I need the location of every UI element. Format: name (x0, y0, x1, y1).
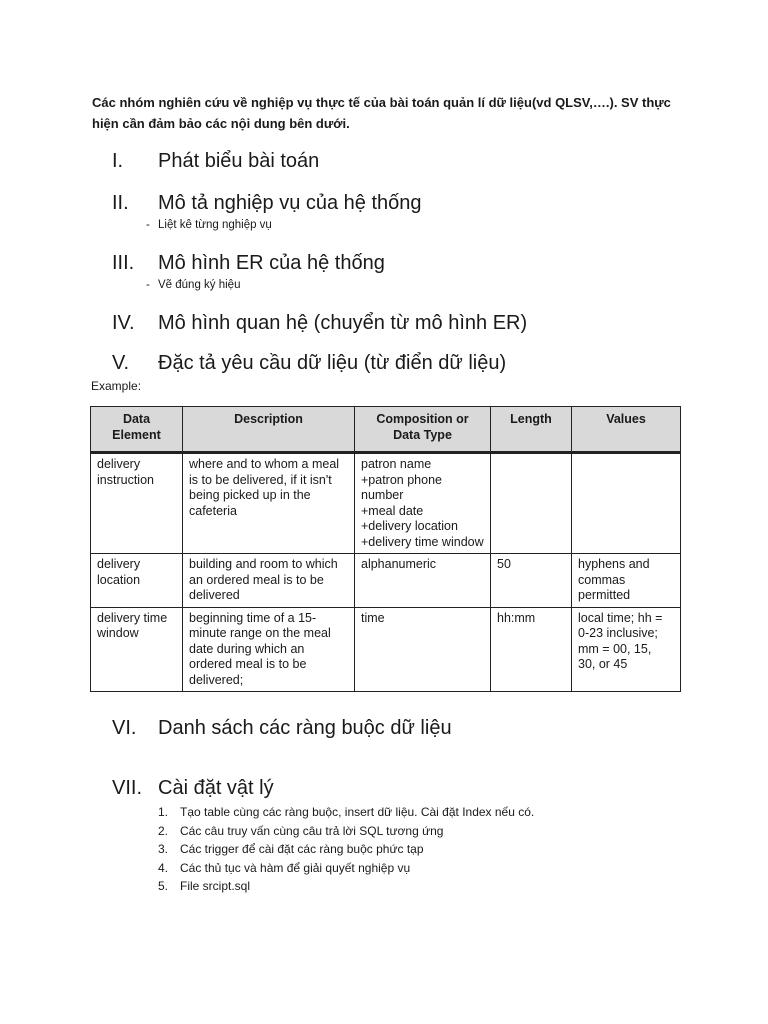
section-number: III. (112, 252, 135, 274)
section-number: IV. (112, 312, 135, 334)
cell-description: building and room to which an ordered meal is to be delivered (183, 554, 355, 608)
section-number: VII. (112, 777, 143, 799)
intro-paragraph (92, 92, 692, 134)
section-number: V. (112, 352, 130, 374)
table-header-row (91, 407, 681, 453)
cell-element: delivery time window (91, 607, 183, 692)
example-label: Example: (91, 379, 142, 393)
table-row (91, 554, 681, 608)
cell-values: local time; hh = 0-23 inclusive; mm = 00, 15, 30, or 45 (572, 607, 681, 692)
table-row (91, 453, 681, 554)
bullet-dash: - (146, 219, 150, 231)
column-header: Composition or Data Type (355, 407, 491, 453)
list-text: Tạo table cùng các ràng buộc, insert dữ liệu. Cài đặt Index nếu có. (180, 805, 535, 819)
section-title: Đặc tả yêu cầu dữ liệu (từ điển dữ liệu) (158, 352, 507, 374)
section-number: II. (112, 192, 129, 214)
data-dictionary-table (90, 406, 681, 692)
bullet-text: Vẽ đúng ký hiệu (158, 279, 241, 291)
cell-element: delivery instruction (91, 453, 183, 554)
list-text: Các câu truy vấn cùng câu trả lời SQL tương ứng (180, 823, 444, 838)
list-text: Các thủ tục và hàm để giải quyết nghiệp vụ (180, 860, 411, 875)
column-header: Length (491, 407, 572, 453)
cell-description: beginning time of a 15- minute range on the meal date during which an ordered meal is to be delivered; (183, 607, 355, 692)
column-header: Description (183, 407, 355, 453)
list-number: 5. (158, 879, 169, 893)
intro-line: Các nhóm nghiên cứu về nghiệp vụ thực tế của bài toán quản lí dữ liệu(vd QLSV,….). SV thực (92, 95, 671, 110)
list-number: 1. (158, 805, 169, 819)
cell-values (572, 453, 681, 554)
list-text: Các trigger để cài đặt các ràng buộc phức tạp (180, 842, 424, 856)
list-number: 3. (158, 842, 169, 856)
section-number: I. (112, 150, 124, 172)
cell-length: hh:mm (491, 607, 572, 692)
cell-composition: alphanumeric (355, 554, 491, 608)
list-text: File srcipt.sql (180, 879, 251, 893)
bullet-text: Liệt kê từng nghiệp vụ (158, 219, 272, 231)
cell-description: where and to whom a meal is to be delivered, if it isn't being picked up in the cafeteria (183, 453, 355, 554)
section-title: Mô tả nghiệp vụ của hệ thống (158, 192, 422, 214)
section-title: Mô hình quan hệ (chuyển từ mô hình ER) (158, 312, 528, 334)
intro-line: hiện cần đảm bảo các nội dung bên dưới. (92, 116, 350, 131)
section-number: VI. (112, 717, 137, 739)
cell-length (491, 453, 572, 554)
list-number: 4. (158, 860, 169, 875)
cell-element: delivery location (91, 554, 183, 608)
section-title: Mô hình ER của hệ thống (158, 252, 385, 274)
cell-values: hyphens and commas permitted (572, 554, 681, 608)
column-header: Data Element (91, 407, 183, 453)
section-title: Phát biểu bài toán (158, 150, 320, 172)
cell-composition: patron name +patron phone number +meal date +delivery location +delivery time window (355, 453, 491, 554)
bullet-dash: - (146, 279, 150, 291)
cell-composition: time (355, 607, 491, 692)
section-title: Danh sách các ràng buộc dữ liệu (158, 717, 452, 739)
column-header: Values (572, 407, 681, 453)
section-title: Cài đặt vật lý (158, 777, 274, 799)
table-row (91, 607, 681, 692)
list-number: 2. (158, 823, 169, 838)
cell-length: 50 (491, 554, 572, 608)
